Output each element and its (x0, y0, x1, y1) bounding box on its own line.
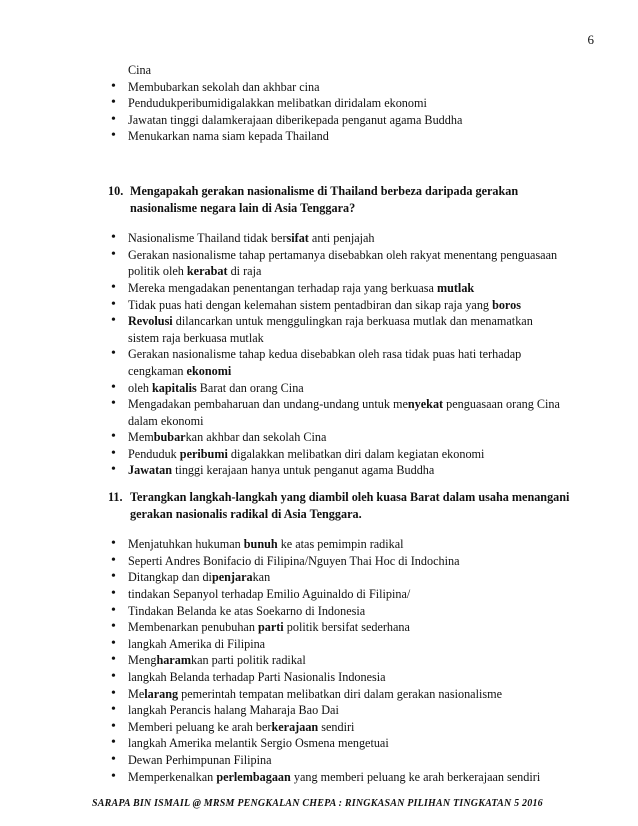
emphasis-keyword: kerabat (186, 264, 228, 279)
emphasis-keyword: nyekat (407, 397, 444, 412)
list-item: • Nasionalisme Thailand tidak bersifat anti penjajah (108, 230, 598, 247)
question-text-line: Mengapakah gerakan nasionalisme di Thailand berbeza daripada gerakan (130, 183, 519, 198)
list-item-continuation: sistem raja berkuasa mutlak (128, 330, 264, 345)
question-11 (108, 489, 598, 522)
list-item: • langkah Perancis halang Maharaja Bao Dai (108, 702, 598, 719)
question-text-line: gerakan nasionalis radikal di Asia Tenggara. (130, 506, 362, 521)
list-item: • Mengadakan pembaharuan dan undang-undang untuk menyekat penguasaan orang Cina (108, 396, 598, 413)
intro-list (108, 79, 598, 145)
list-item: • Membenarkan penubuhan parti politik bersifat sederhana (108, 619, 598, 636)
list-item: • oleh kapitalis Barat dan orang Cina (108, 380, 598, 397)
list-item: • Jawatan tinggi dalamkerajaan diberikepada penganut agama Buddha (108, 112, 598, 129)
emphasis-keyword: bunuh (243, 537, 278, 552)
emphasis-keyword: Jawatan (128, 463, 173, 478)
list-item: • Gerakan nasionalisme tahap pertamanya disebabkan oleh rakyat menentang penguasaan (108, 247, 598, 264)
emphasis-keyword: perlembagaan (216, 769, 291, 784)
question-number: 11. (108, 490, 123, 505)
emphasis-keyword: bubar (153, 430, 186, 445)
document-body (108, 62, 598, 785)
emphasis-keyword: kapitalis (152, 380, 197, 395)
question-10 (108, 183, 598, 216)
list-item: • Seperti Andres Bonifacio di Filipina/Nguyen Thai Hoc di Indochina (108, 553, 598, 570)
answer-list-10 (108, 230, 598, 479)
list-item: • Menjatuhkan hukuman bunuh ke atas pemimpin radikal (108, 536, 598, 553)
list-item: • Mengharamkan parti politik radikal (108, 652, 598, 669)
page-number: 6 (587, 32, 594, 47)
list-item: • Ditangkap dan dipenjarakan (108, 569, 598, 586)
list-item: • Memperkenalkan perlembagaan yang memberi peluang ke arah berkerajaan sendiri (108, 769, 598, 786)
list-item: • Gerakan nasionalisme tahap kedua disebabkan oleh rasa tidak puas hati terhadap (108, 346, 598, 363)
list-item: • langkah Belanda terhadap Parti Nasionalis Indonesia (108, 669, 598, 686)
list-item: • Penduduk peribumi digalakkan melibatkan diri dalam kegiatan ekonomi (108, 446, 598, 463)
list-item: • Menukarkan nama siam kepada Thailand (108, 128, 598, 145)
list-item: • Tindakan Belanda ke atas Soekarno di Indonesia (108, 603, 598, 620)
list-item: • langkah Amerika di Filipina (108, 636, 598, 653)
emphasis-keyword: kerajaan (271, 719, 319, 734)
list-item-continuation: cengkaman ekonomi (128, 363, 232, 378)
emphasis-keyword: Revolusi (128, 314, 173, 329)
answer-list-11 (108, 536, 598, 785)
emphasis-keyword: sifat (286, 231, 309, 246)
emphasis-keyword: parti (257, 620, 284, 635)
question-text-line: Terangkan langkah-langkah yang diambil oleh kuasa Barat dalam usaha menangani (130, 490, 570, 505)
emphasis-keyword: ekonomi (186, 363, 232, 378)
list-item: • Jawatan tinggi kerajaan hanya untuk penganut agama Buddha (108, 462, 598, 479)
emphasis-keyword: peribumi (179, 446, 228, 461)
emphasis-keyword: larang (144, 686, 179, 701)
question-text-line: nasionalisme negara lain di Asia Tenggara? (130, 200, 356, 215)
list-item-continuation: politik oleh kerabat di raja (128, 264, 262, 279)
list-item: • Tidak puas hati dengan kelemahan sistem pentadbiran dan sikap raja yang boros (108, 297, 598, 314)
emphasis-keyword: haram (156, 653, 191, 668)
emphasis-keyword: boros (492, 297, 521, 312)
emphasis-keyword: mutlak (436, 280, 475, 295)
list-item: • Membubarkan akhbar dan sekolah Cina (108, 429, 598, 446)
list-item: • Revolusi dilancarkan untuk menggulingkan raja berkuasa mutlak dan menamatkan (108, 313, 598, 330)
footer-text: SARAPA BIN ISMAIL @ MRSM PENGKALAN CHEPA : RINGKASAN PILIHAN TINGKATAN 5 2016 (92, 798, 543, 809)
list-item: • Dewan Perhimpunan Filipina (108, 752, 598, 769)
continuation-text: Cina (128, 63, 152, 77)
list-item: • Melarang pemerintah tempatan melibatkan diri dalam gerakan nasionalisme (108, 686, 598, 703)
emphasis-keyword: penjara (211, 570, 253, 585)
list-item-continuation: dalam ekonomi (128, 413, 204, 428)
list-item: • Memberi peluang ke arah berkerajaan sendiri (108, 719, 598, 736)
list-item: • tindakan Sepanyol terhadap Emilio Aguinaldo di Filipina/ (108, 586, 598, 603)
question-number: 10. (108, 183, 124, 198)
list-item: • Mereka mengadakan penentangan terhadap raja yang berkuasa mutlak (108, 280, 598, 297)
list-item: • Pendudukperibumidigalakkan melibatkan diridalam ekonomi (108, 95, 598, 112)
list-item: • Membubarkan sekolah dan akhbar cina (108, 79, 598, 96)
list-item: • langkah Amerika melantik Sergio Osmena mengetuai (108, 735, 598, 752)
